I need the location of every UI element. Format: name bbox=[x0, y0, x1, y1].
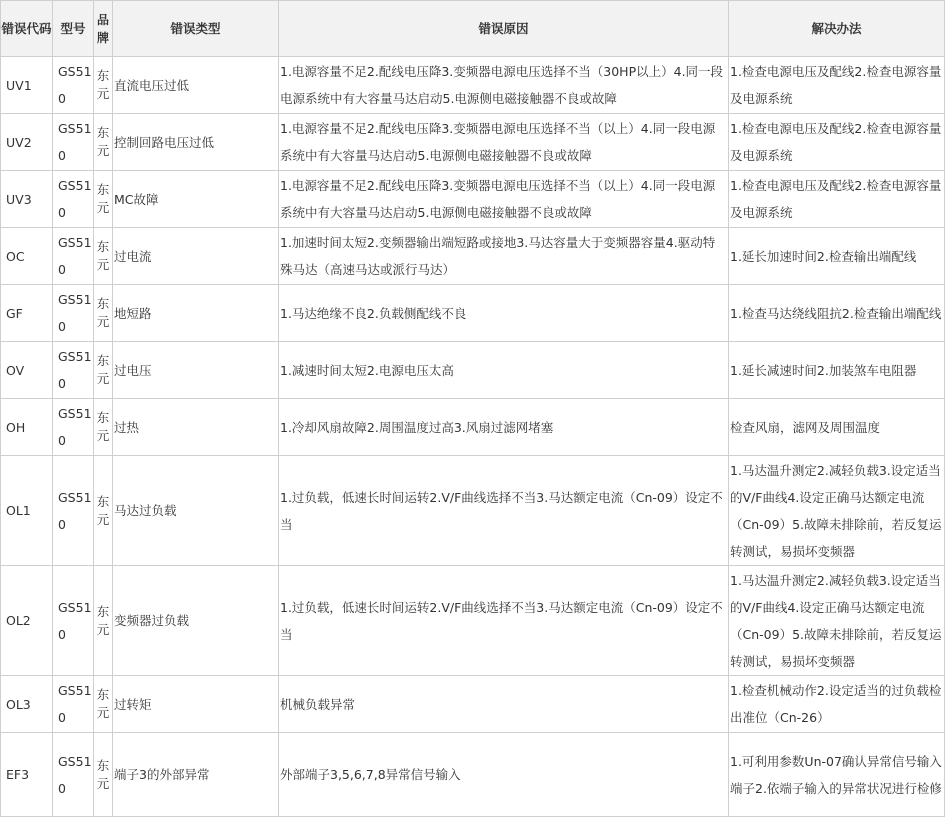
error-code: OL2 bbox=[1, 566, 53, 676]
solution: 1.检查电源电压及配线2.检查电源容量及电源系统 bbox=[729, 114, 945, 171]
table-row bbox=[1, 456, 945, 566]
solution: 1.马达温升测定2.减轻负载3.设定适当的V/F曲线4.设定正确马达额定电流（Cn-09）5.故障未排除前，若反复运转测试，易损坏变频器 bbox=[729, 456, 945, 566]
error-type: 过转矩 bbox=[113, 676, 279, 733]
model: GS510 bbox=[53, 456, 94, 566]
solution: 1.检查电源电压及配线2.检查电源容量及电源系统 bbox=[729, 57, 945, 114]
brand: 东元 bbox=[94, 285, 113, 342]
brand: 东元 bbox=[94, 566, 113, 676]
model: GS510 bbox=[53, 342, 94, 399]
error-code: UV3 bbox=[1, 171, 53, 228]
solution: 1.检查机械动作2.设定适当的过负载检出准位（Cn-26） bbox=[729, 676, 945, 733]
header-model: 型号 bbox=[53, 1, 94, 57]
solution: 1.延长加速时间2.检查输出端配线 bbox=[729, 228, 945, 285]
solution: 1.马达温升测定2.减轻负载3.设定适当的V/F曲线4.设定正确马达额定电流（Cn-09）5.故障未排除前，若反复运转测试，易损坏变频器 bbox=[729, 566, 945, 676]
solution: 检查风扇，滤网及周围温度 bbox=[729, 399, 945, 456]
error-type: 变频器过负载 bbox=[113, 566, 279, 676]
table-row bbox=[1, 399, 945, 456]
brand: 东元 bbox=[94, 57, 113, 114]
error-cause: 外部端子3,5,6,7,8异常信号输入 bbox=[279, 733, 729, 817]
error-type: 过热 bbox=[113, 399, 279, 456]
header-error-cause: 错误原因 bbox=[279, 1, 729, 57]
error-type: 过电流 bbox=[113, 228, 279, 285]
header-error-code: 错误代码 bbox=[1, 1, 53, 57]
error-code: UV1 bbox=[1, 57, 53, 114]
brand: 东元 bbox=[94, 456, 113, 566]
header-brand: 品牌 bbox=[94, 1, 113, 57]
brand: 东元 bbox=[94, 733, 113, 817]
solution: 1.检查马达绕线阻抗2.检查输出端配线 bbox=[729, 285, 945, 342]
error-type: 地短路 bbox=[113, 285, 279, 342]
brand: 东元 bbox=[94, 342, 113, 399]
error-cause: 1.减速时间太短2.电源电压太高 bbox=[279, 342, 729, 399]
error-cause: 1.马达绝缘不良2.负载侧配线不良 bbox=[279, 285, 729, 342]
solution: 1.检查电源电压及配线2.检查电源容量及电源系统 bbox=[729, 171, 945, 228]
error-code: OL1 bbox=[1, 456, 53, 566]
error-code: OC bbox=[1, 228, 53, 285]
table-row bbox=[1, 57, 945, 114]
error-code: GF bbox=[1, 285, 53, 342]
error-type: 过电压 bbox=[113, 342, 279, 399]
error-cause: 1.电源容量不足2.配线电压降3.变频器电源电压选择不当（以上）4.同一段电源系统中有大容量马达启动5.电源侧电磁接触器不良或故障 bbox=[279, 171, 729, 228]
error-cause: 1.过负载，低速长时间运转2.V/F曲线选择不当3.马达额定电流（Cn-09）设定不当 bbox=[279, 456, 729, 566]
table-row bbox=[1, 342, 945, 399]
brand: 东元 bbox=[94, 228, 113, 285]
error-code: OL3 bbox=[1, 676, 53, 733]
model: GS510 bbox=[53, 228, 94, 285]
error-code: OH bbox=[1, 399, 53, 456]
solution: 1.可利用参数Un-07确认异常信号输入端子2.依端子输入的异常状况进行检修 bbox=[729, 733, 945, 817]
error-cause: 1.加速时间太短2.变频器输出端短路或接地3.马达容量大于变频器容量4.驱动特殊马达（高速马达或派行马达） bbox=[279, 228, 729, 285]
error-type: 控制回路电压过低 bbox=[113, 114, 279, 171]
error-code: UV2 bbox=[1, 114, 53, 171]
error-code: EF3 bbox=[1, 733, 53, 817]
table-row bbox=[1, 733, 945, 817]
model: GS510 bbox=[53, 733, 94, 817]
model: GS510 bbox=[53, 171, 94, 228]
model: GS510 bbox=[53, 285, 94, 342]
error-type: 马达过负载 bbox=[113, 456, 279, 566]
error-code: OV bbox=[1, 342, 53, 399]
error-cause: 1.过负载，低速长时间运转2.V/F曲线选择不当3.马达额定电流（Cn-09）设定不当 bbox=[279, 566, 729, 676]
solution: 1.延长减速时间2.加装煞车电阻器 bbox=[729, 342, 945, 399]
table-row bbox=[1, 171, 945, 228]
error-type: 端子3的外部异常 bbox=[113, 733, 279, 817]
model: GS510 bbox=[53, 676, 94, 733]
header-error-type: 错误类型 bbox=[113, 1, 279, 57]
model: GS510 bbox=[53, 57, 94, 114]
header-solution: 解决办法 bbox=[729, 1, 945, 57]
table-row bbox=[1, 114, 945, 171]
table-header-row bbox=[1, 1, 945, 57]
error-type: MC故障 bbox=[113, 171, 279, 228]
model: GS510 bbox=[53, 399, 94, 456]
model: GS510 bbox=[53, 114, 94, 171]
error-type: 直流电压过低 bbox=[113, 57, 279, 114]
table-row bbox=[1, 676, 945, 733]
table-row bbox=[1, 566, 945, 676]
error-cause: 1.电源容量不足2.配线电压降3.变频器电源电压选择不当（以上）4.同一段电源系统中有大容量马达启动5.电源侧电磁接触器不良或故障 bbox=[279, 114, 729, 171]
error-cause: 机械负载异常 bbox=[279, 676, 729, 733]
table-row bbox=[1, 228, 945, 285]
brand: 东元 bbox=[94, 171, 113, 228]
brand: 东元 bbox=[94, 676, 113, 733]
error-cause: 1.冷却风扇故障2.周围温度过高3.风扇过滤网堵塞 bbox=[279, 399, 729, 456]
error-cause: 1.电源容量不足2.配线电压降3.变频器电源电压选择不当（30HP以上）4.同一段电源系统中有大容量马达启动5.电源侧电磁接触器不良或故障 bbox=[279, 57, 729, 114]
brand: 东元 bbox=[94, 114, 113, 171]
table-row bbox=[1, 285, 945, 342]
brand: 东元 bbox=[94, 399, 113, 456]
model: GS510 bbox=[53, 566, 94, 676]
